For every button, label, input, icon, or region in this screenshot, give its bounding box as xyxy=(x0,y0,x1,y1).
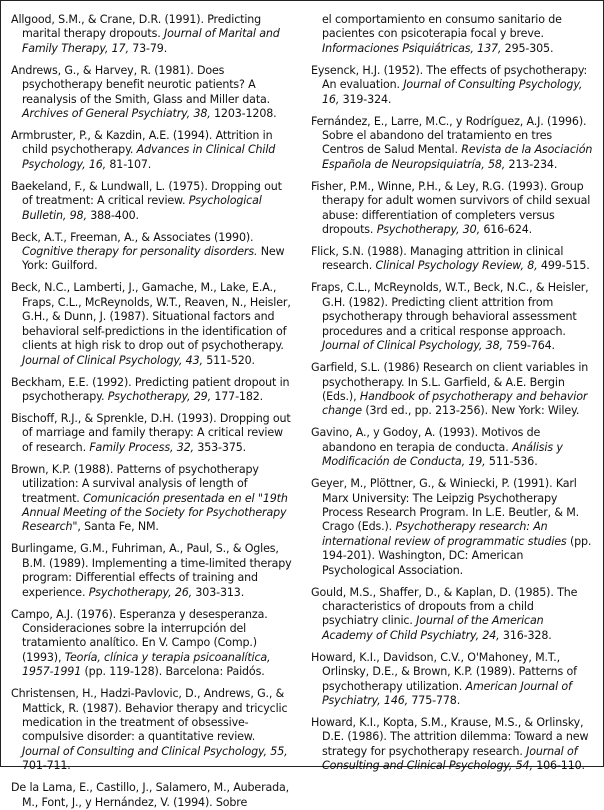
reference-source: Psychological Bulletin, 98, xyxy=(22,194,262,222)
reference-entry xyxy=(11,180,293,223)
reference-entry xyxy=(311,180,593,238)
reference-entry xyxy=(11,13,293,56)
reference-entry xyxy=(311,716,593,774)
reference-pages: 388-400. xyxy=(86,208,139,222)
reference-entry xyxy=(11,412,293,455)
reference-source: Family Process, 32, xyxy=(89,440,194,454)
reference-source: Informaciones Psiquiátricas, 137, xyxy=(322,41,502,55)
reference-text: Armbruster, P., & Kazdin, A.E. (1994). Attrition in child psychotherapy. xyxy=(11,129,273,157)
reference-source: Revista de la Asociación Española de Neuropsiquiatría, 58, xyxy=(322,143,593,171)
reference-source: Psychotherapy research: An international review of programmatic studies xyxy=(322,520,567,548)
reference-entry xyxy=(11,463,293,535)
reference-entry xyxy=(311,13,593,56)
reference-entry xyxy=(311,361,593,419)
reference-source: Archives of General Psychiatry, 38, xyxy=(22,107,211,121)
reference-pages: 616-624. xyxy=(479,223,533,237)
reference-entry xyxy=(11,64,293,122)
reference-entry xyxy=(11,281,293,367)
reference-pages: New York: Guilford. xyxy=(22,245,285,273)
reference-source: Cognitive therapy for personality disorders. xyxy=(22,245,258,259)
reference-entry xyxy=(11,608,293,680)
reference-pages: (pp. 194-201). Washington, DC: American Psychological Association. xyxy=(322,534,592,577)
reference-text: Andrews, G., & Harvey, R. (1981). Does psychotherapy benefit neurotic patients? A reanalysis of the Smith, Glass and Miller data. xyxy=(11,63,271,106)
reference-pages: 73-79. xyxy=(128,41,168,55)
reference-source: Journal of Consulting Psychology, 16, xyxy=(322,78,583,106)
reference-entry xyxy=(11,687,293,773)
reference-text: Garfield, S.L. (1986) Research on client variables in psychotherapy. In S.L. Garfield, & A.E. Bergin (Eds.), xyxy=(311,361,589,403)
reference-entry xyxy=(11,129,293,172)
reference-pages: 701-711. xyxy=(22,759,71,773)
reference-pages: 213-234. xyxy=(505,157,558,171)
reference-source: Journal of Consulting and Clinical Psychology, 54, xyxy=(322,744,578,773)
reference-source: Comunicación presentada en el "19th Annual Meeting of the Society for Psychotherapy Research" xyxy=(22,491,288,534)
reference-entry xyxy=(311,281,593,353)
reference-text: Flick, S.N. (1988). Managing attrition in clinical research. xyxy=(311,245,564,273)
reference-entry xyxy=(311,651,593,709)
reference-source: Clinical Psychology Review, 8, xyxy=(375,259,538,273)
reference-source: Journal of Clinical Psychology, 38, xyxy=(322,339,503,353)
reference-pages: 1203-1208. xyxy=(210,107,277,121)
reference-pages: 511-520. xyxy=(202,353,255,367)
reference-pages: 177-182. xyxy=(210,389,264,403)
reference-source: Psychotherapy, 30, xyxy=(376,223,480,237)
reference-text: Beck, N.C., Lamberti, J., Gamache, M., Lake, E.A., Fraps, C.L., McReynolds, W.T., Reaven, N., Heisler, G.H., & Dunn, J. (1987). Situational factors and behavioral self-predictions in the identification of clients at high risk to drop out of psychotherapy. xyxy=(11,281,291,353)
reference-source: Handbook of psychotherapy and behavior change xyxy=(322,389,588,418)
reference-entry xyxy=(11,542,293,600)
reference-entry xyxy=(311,115,593,173)
reference-entry xyxy=(11,376,293,405)
reference-text: Brown, K.P. (1988). Patterns of psychotherapy utilization: A survival analysis of length of treatment. xyxy=(11,462,259,505)
reference-pages: 81-107. xyxy=(106,157,152,171)
reference-entry xyxy=(311,477,593,578)
reference-text: Burlingame, G.M., Fuhriman, A., Paul, S., & Ogles, B.M. (1989). Implementing a time-limited therapy program: Differential effects of training and experience. xyxy=(11,542,292,599)
reference-columns xyxy=(11,13,593,809)
reference-entry xyxy=(311,245,593,274)
reference-pages: , Santa Fe, NM. xyxy=(77,520,159,534)
reference-text: Campo, A.J. (1976). Esperanza y desesperanza. Consideraciones sobre la interrupción del tratamiento analítico. En V. Campo (Comp.) (1993), xyxy=(11,607,268,664)
reference-source: Teoría, clínica y terapia psicoanalítica, 1957-1991 xyxy=(22,650,271,679)
reference-source: Análisis y Modificación de Conducta, 19, xyxy=(322,440,563,469)
reference-text: Allgood, S.M., & Crane, D.R. (1991). Predicting marital therapy dropouts. xyxy=(11,13,262,41)
reference-text: Fraps, C.L., McReynolds, W.T., Beck, N.C., & Heisler, G.H. (1982). Predicting client attrition from psychotherapy through behavioral assessment procedures and a critical response approach. xyxy=(311,281,589,338)
reference-text: Gavino, A., y Godoy, A. (1993). Motivos de abandono en terapia de conducta. xyxy=(311,426,541,454)
reference-pages: 759-764. xyxy=(502,339,555,353)
reference-source: Psychotherapy, 26, xyxy=(88,585,193,599)
reference-pages: 353-375. xyxy=(193,440,247,454)
reference-text: Howard, K.I., Davidson, C.V., O'Mahoney, M.T., Orlinsky, D.E., & Brown, K.P. (1989). Patterns of psychotherapy utilization. xyxy=(311,650,577,693)
reference-text: el comportamiento en consumo sanitario de pacientes con psicoterapia focal y breve. xyxy=(322,13,562,41)
reference-text: Beckham, E.E. (1992). Predicting patient dropout in psychotherapy. xyxy=(11,375,290,403)
reference-text: Bischoff, R.J., & Sprenkle, D.H. (1993). Dropping out of marriage and family therapy: A critical review of research. xyxy=(11,411,291,454)
reference-text: Howard, K.I., Kopta, S.M., Krause, M.S., & Orlinsky, D.E. (1986). The attrition dilemma: Toward a new strategy for psychotherapy research. xyxy=(311,716,589,758)
reference-entry xyxy=(11,231,293,274)
reference-pages: 295-305. xyxy=(501,41,554,55)
reference-pages: 319-324. xyxy=(339,92,392,106)
reference-pages: 511-536. xyxy=(485,455,538,469)
reference-source: Journal of Marital and Family Therapy, 17, xyxy=(22,27,280,55)
reference-text: Beck, A.T., Freeman, A., & Associates (1990). xyxy=(11,230,254,244)
reference-text: Geyer, M., Plöttner, G., & Winiecki, P. (1991). Karl Marx University: The Leipzig Psychotherapy Process Research Program. In L.E. Beutler, & M. Crago (Eds.). xyxy=(311,477,580,534)
reference-source: Journal of the American Academy of Child Psychiatry, 24, xyxy=(322,614,544,642)
reference-pages: 775-778. xyxy=(408,694,461,707)
reference-text: Fisher, P.M., Winne, P.H., & Ley, R.G. (1993). Group therapy for adult women survivors of child sexual abuse: differentiation of completers versus dropouts. xyxy=(311,179,591,237)
right-column xyxy=(311,13,593,773)
reference-source: American Journal of Psychiatry, 146, xyxy=(322,679,572,707)
reference-text: Gould, M.S., Shaffer, D., & Kaplan, D. (1985). The characteristics of dropouts from a child psychiatry clinic. xyxy=(311,585,578,628)
reference-source: Advances in Clinical Child Psychology, 16, xyxy=(22,143,276,171)
reference-text: Christensen, H., Hadzi-Pavlovic, D., Andrews, G., & Mattick, R. (1987). Behavior therapy and tricyclic medication in the treatment of obsessive-compulsive disorder: a quantitative review. xyxy=(11,687,288,744)
reference-entry xyxy=(311,586,593,644)
reference-pages: 499-515. xyxy=(537,259,590,273)
reference-pages: 316-328. xyxy=(499,628,552,642)
reference-pages: (pp. 119-128). Barcelona: Paidós. xyxy=(81,665,265,679)
reference-pages: 303-313. xyxy=(192,585,245,599)
reference-entry xyxy=(11,781,293,810)
reference-entry xyxy=(311,426,593,469)
reference-pages: (3rd ed., pp. 213-256). New York: Wiley. xyxy=(361,404,580,418)
reference-source: Psychotherapy, 29, xyxy=(107,389,211,403)
reference-pages: 106-110. xyxy=(532,759,585,773)
reference-source: Journal of Clinical Psychology, 43, xyxy=(22,353,203,367)
reference-text: Fernández, E., Larre, M.C., y Rodríguez, A.J. (1996). Sobre el abandono del tratamiento en tres Centros de Salud Mental. xyxy=(311,114,587,157)
reference-text: Eysenck, H.J. (1952). The effects of psychotherapy: An evaluation. xyxy=(311,63,588,92)
reference-text: De la Lama, E., Castillo, J., Salamero, M., Auberada, M., Font, J., y Hernández, V. (1994). Sobre xyxy=(11,781,290,809)
reference-source: Journal of Consulting and Clinical Psychology, 55, xyxy=(22,744,288,758)
left-column xyxy=(11,13,293,809)
reference-entry xyxy=(311,64,593,107)
reference-text: Baekeland, F., & Lundwall, L. (1975). Dropping out of treatment: A critical review. xyxy=(11,179,282,208)
